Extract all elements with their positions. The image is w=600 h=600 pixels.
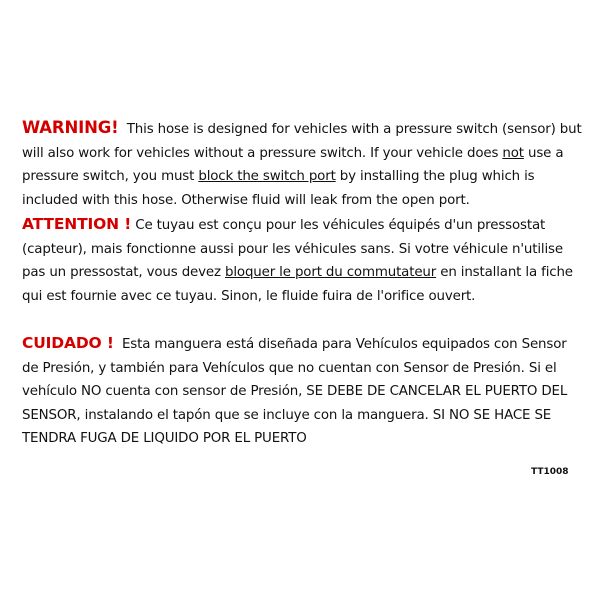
attention-underlined-port: bloquer le port du commutateur <box>224 265 437 280</box>
warning-text-part-3: by installing the plug which is included with this hose. Otherwise fluid will leak from the open port. <box>22 169 535 208</box>
attention-text-part-2: en installant la fiche qui est fournie avec ce tuyau. Sinon, le fluide fuira de l'orifice ouvert. <box>22 265 573 304</box>
warning-text-part-2: use a pressure switch, you must <box>22 145 564 184</box>
cuidado-label: CUIDADO ! <box>22 334 114 352</box>
warning-paragraph <box>22 116 582 212</box>
cuidado-paragraph <box>22 332 582 451</box>
attention-text-part-1: Ce tuyau est conçu pour les véhicules équipés d'un pressostat (capteur), mais fonctionne aussi pour les véhicules sans. Si votre véhicule n'utilise pas un pressostat, vous devez <box>22 218 563 280</box>
part-number-code: TT1008 <box>531 467 569 477</box>
cuidado-text: Esta manguera está diseñada para Vehículos equipados con Sensor de Presión, y también para Vehículos que no cuentan con Sensor de Presión. Si el vehículo NO cuenta con sensor de Presión, SE DEBE DE CANCELAR EL PUERTO DEL SENSOR, instalando el tapón que se incluye con la manguera. SI NO SE HACE SE TENDRA FUGA DE LIQUIDO POR EL PUERTO <box>22 337 568 446</box>
attention-label: ATTENTION ! <box>22 215 132 233</box>
warning-underlined-block-port: block the switch port <box>198 169 336 184</box>
warning-label: WARNING! <box>22 118 119 137</box>
warning-underlined-not: not <box>502 145 524 161</box>
attention-paragraph <box>22 213 582 308</box>
warning-text-part-1: This hose is designed for vehicles with a pressure switch (sensor) but will also work for vehicles without a pressure switch. If your vehicle does <box>22 122 582 161</box>
